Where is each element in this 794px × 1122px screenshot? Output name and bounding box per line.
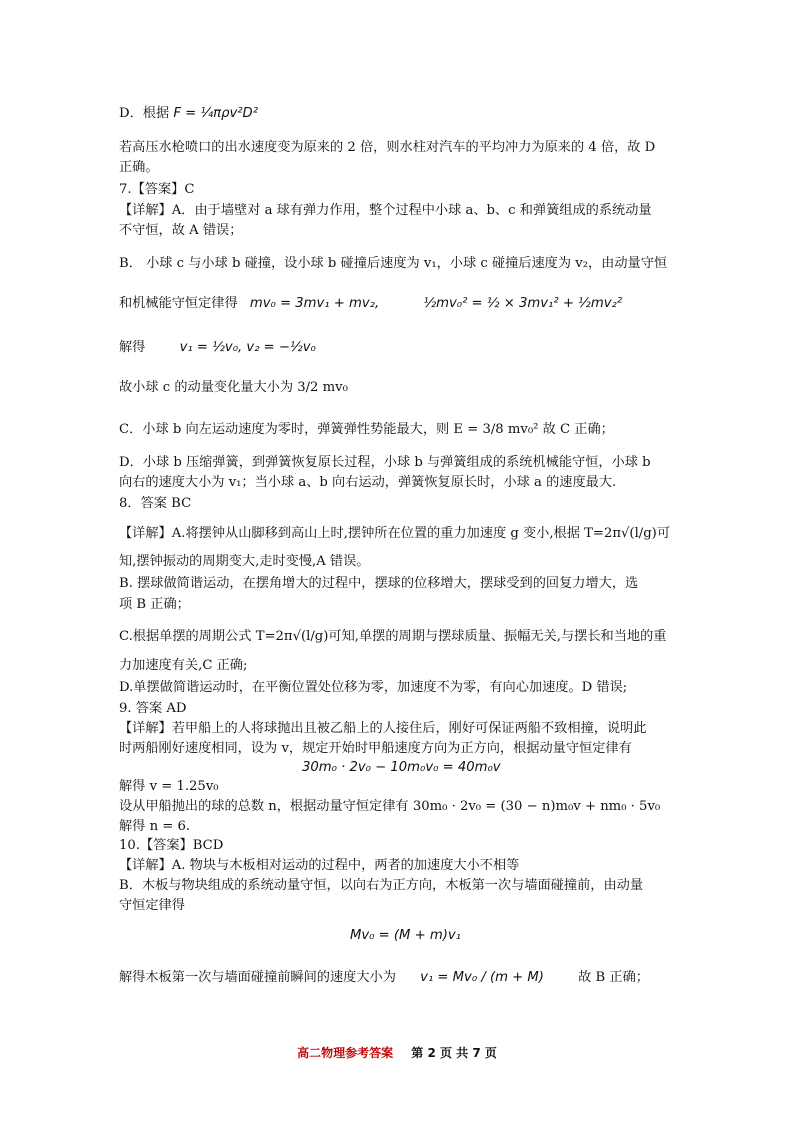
page-number: 第 2 页 共 7 页 [411, 1046, 497, 1060]
line-d-formula [119, 104, 258, 124]
q7-answer: 7.【答案】C [119, 182, 195, 197]
paragraph-line: 向右的速度大小为 v₁；当小球 a、b 向右运动，弹簧恢复原长时，小球 a 的速度最大. [119, 475, 617, 490]
text: 和机械能守恒定律得 [119, 296, 238, 311]
text: 故 B 正确； [578, 970, 649, 985]
q10-result [119, 968, 649, 988]
paragraph-line: 正确。 [119, 160, 159, 175]
q7-solution [119, 338, 316, 358]
text: 解得 [119, 340, 146, 355]
footer-title: 高二物理参考答案 [297, 1046, 394, 1060]
paragraph-line: 若高压水枪喷口的出水速度变为原来的 2 倍，则水柱对汽车的平均冲力为原来的 4 倍，故 D [119, 140, 656, 155]
q8-answer: 8．答案 BC [119, 496, 192, 511]
paragraph-line: 设从甲船抛出的球的总数 n，根据动量守恒定律有 30m₀ · 2v₀ = (30 − n)m₀v + nm₀ · 5v₀ [119, 799, 661, 814]
q9-equation: 30m₀ · 2v₀ − 10m₀v₀ = 40m₀v [302, 760, 501, 775]
paragraph-line: 知,摆钟振动的周期变大,走时变慢,A 错误。 [119, 554, 370, 569]
q8-option-c: C.根据单摆的周期公式 T=2π√(l/g)可知,单摆的周期与摆球质量、振幅无关,与摆长和当地的重 [119, 629, 667, 644]
q10-option-b: B．木板与物块组成的系统动量守恒，以向右为正方向，木板第一次与墙面碰撞前，由动量 [119, 878, 643, 893]
velocity-result: v₁ = ½v₀, v₂ = −½v₀ [179, 340, 316, 355]
paragraph-line: 时两船刚好速度相同，设为 v，规定开始时甲船速度方向为正方向，根据动量守恒定律有 [119, 741, 632, 756]
q7-momentum-change: 故小球 c 的动量变化量大小为 3/2 mv₀ [119, 380, 348, 395]
q7-equations [119, 294, 622, 314]
q10-option-a: 【详解】A. 物块与木板相对运动的过程中，两者的加速度大小不相等 [119, 858, 520, 873]
q7-option-b: B． 小球 c 与小球 b 碰撞，设小球 b 碰撞后速度为 v₁，小球 c 碰撞后速度为 v₂，由动量守恒 [119, 256, 668, 271]
q7-option-a: 【详解】A．由于墙壁对 a 球有弹力作用，整个过程中小球 a、b、c 和弹簧组成的系统动量 [119, 203, 652, 218]
q9-explain: 【详解】若甲船上的人将球抛出且被乙船上的人接住后，刚好可保证两船不致相撞，说明此 [119, 721, 647, 736]
q10-answer: 10.【答案】BCD [119, 838, 224, 853]
q8-option-a: 【详解】A.将摆钟从山脚移到高山上时,摆钟所在位置的重力加速度 g 变小,根据 T=2π√(l/g)可 [119, 526, 670, 541]
paragraph-line: 守恒定律得 [119, 898, 185, 913]
q7-option-c: C．小球 b 向左运动速度为零时，弹簧弹性势能最大，则 E = 3/8 mv₀² 故 C 正确； [119, 422, 614, 437]
paragraph-line: 力加速度有关,C 正确; [119, 658, 248, 673]
q9-result: 解得 v = 1.25v₀ [119, 779, 219, 794]
paragraph-line: 不守恒，故 A 错误； [119, 223, 243, 238]
q9-result-n: 解得 n = 6. [119, 819, 191, 834]
q10-equation: Mv₀ = (M + m)v₁ [350, 928, 461, 943]
paragraph-line: 项 B 正确； [119, 597, 190, 612]
q8-option-d: D.单摆做简谐运动时，在平衡位置处位移为零，加速度不为零，有向心加速度。D 错误; [119, 680, 628, 695]
momentum-equation: mv₀ = 3mv₁ + mv₂, [249, 296, 380, 311]
q9-answer: 9. 答案 AD [119, 701, 187, 716]
q7-option-d: D．小球 b 压缩弹簧，到弹簧恢复原长过程，小球 b 与弹簧组成的系统机械能守恒，小球 b [119, 455, 651, 470]
text: D．根据 [119, 106, 170, 121]
energy-equation: ½mv₀² = ½ × 3mv₁² + ½mv₂² [423, 296, 623, 311]
text: 解得木板第一次与墙面碰撞前瞬间的速度大小为 [119, 970, 396, 985]
formula-force: F = ¼πρv²D² [173, 106, 258, 121]
page-footer [0, 1044, 794, 1061]
q8-option-b: B. 摆球做简谐运动，在摆角增大的过程中，摆球的位移增大，摆球受到的回复力增大，选 [119, 576, 639, 591]
velocity-formula: v₁ = Mv₀ / (m + M) [420, 970, 544, 985]
